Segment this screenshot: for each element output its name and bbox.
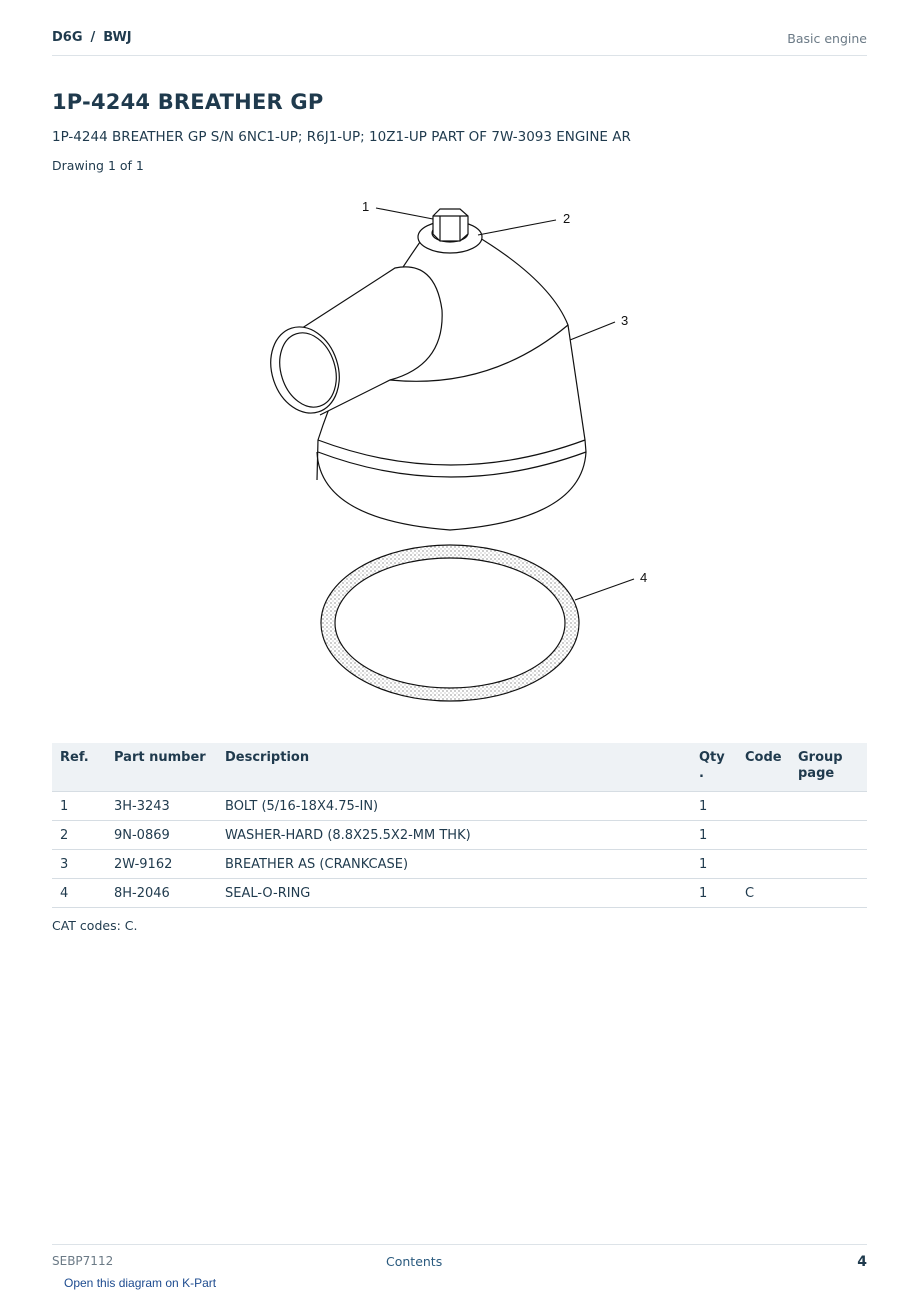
callout-1[interactable]: 1 xyxy=(362,199,370,214)
cell-group-page xyxy=(790,821,867,850)
cell-description: BOLT (5/16-18X4.75-IN) xyxy=(217,792,691,821)
cell-group-page xyxy=(790,879,867,908)
cell-part-number[interactable]: 9N-0869 xyxy=(106,821,217,850)
page-number: 4 xyxy=(857,1254,867,1270)
cell-qty: 1 xyxy=(691,879,737,908)
cell-code xyxy=(737,792,790,821)
breadcrumb xyxy=(52,30,132,45)
drawing-count: Drawing 1 of 1 xyxy=(52,158,144,173)
cell-group-page xyxy=(790,850,867,879)
cell-part-number[interactable]: 8H-2046 xyxy=(106,879,217,908)
table-header-row xyxy=(52,743,867,792)
breather-diagram[interactable] xyxy=(250,190,670,720)
col-header-qty: Qty . xyxy=(691,743,737,792)
open-in-kpart-link[interactable]: Open this diagram on K-Part xyxy=(64,1276,217,1290)
parts-table xyxy=(52,743,867,908)
cell-part-number[interactable]: 2W-9162 xyxy=(106,850,217,879)
breadcrumb-serial-prefix[interactable]: BWJ xyxy=(103,30,132,45)
breather-assembly xyxy=(260,209,586,530)
document-id: SEBP7112 xyxy=(52,1254,114,1268)
cell-part-number[interactable]: 3H-3243 xyxy=(106,792,217,821)
table-row xyxy=(52,850,867,879)
page-title: 1P-4244 BREATHER GP xyxy=(52,90,324,114)
section-name: Basic engine xyxy=(787,31,867,46)
cell-ref: 3 xyxy=(52,850,106,879)
cell-description: BREATHER AS (CRANKCASE) xyxy=(217,850,691,879)
breadcrumb-separator: / xyxy=(90,30,96,45)
cell-ref: 4 xyxy=(52,879,106,908)
table-row xyxy=(52,821,867,850)
callout-3[interactable]: 3 xyxy=(621,313,629,328)
cell-ref: 2 xyxy=(52,821,106,850)
cell-qty: 1 xyxy=(691,792,737,821)
col-header-description: Description xyxy=(217,743,691,792)
cell-group-page xyxy=(790,792,867,821)
page-header xyxy=(52,28,867,56)
callout-2[interactable]: 2 xyxy=(563,211,571,226)
contents-link[interactable]: Contents xyxy=(386,1254,443,1269)
cell-description: SEAL-O-RING xyxy=(217,879,691,908)
col-header-ref: Ref. xyxy=(52,743,106,792)
cell-qty: 1 xyxy=(691,821,737,850)
cell-qty: 1 xyxy=(691,850,737,879)
col-header-code: Code xyxy=(737,743,790,792)
col-header-part-number: Part number xyxy=(106,743,217,792)
table-row xyxy=(52,879,867,908)
page-footer xyxy=(52,1244,867,1270)
cell-code xyxy=(737,821,790,850)
cell-code xyxy=(737,850,790,879)
cell-description: WASHER-HARD (8.8X25.5X2-MM THK) xyxy=(217,821,691,850)
col-header-group-page: Group page xyxy=(790,743,867,792)
table-row xyxy=(52,792,867,821)
cell-code: C xyxy=(737,879,790,908)
cat-codes-note: CAT codes: C. xyxy=(52,918,138,933)
callout-4[interactable]: 4 xyxy=(640,570,648,585)
o-ring-seal xyxy=(321,545,579,701)
breadcrumb-model[interactable]: D6G xyxy=(52,30,83,45)
group-subtitle: 1P-4244 BREATHER GP S/N 6NC1-UP; R6J1-UP; 10Z1-UP PART OF 7W-3093 ENGINE AR xyxy=(52,129,631,145)
cell-ref: 1 xyxy=(52,792,106,821)
